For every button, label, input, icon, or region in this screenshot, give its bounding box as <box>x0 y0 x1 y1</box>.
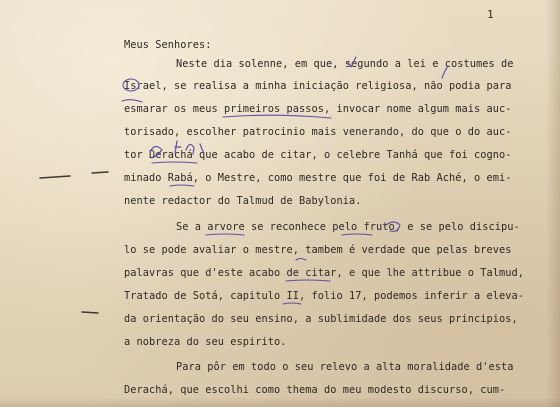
pencil-margin-dash-2 <box>92 172 108 173</box>
body-line-15: Derachá, que escolhi como thema do meu modesto discurso, cum- <box>124 384 506 396</box>
body-line-6: minado Rabá, o Mestre, como mestre que foi de Rab Aché, o emi- <box>124 172 512 184</box>
pencil-margin-dash-1 <box>40 176 70 178</box>
page-number: 1 <box>487 8 494 21</box>
body-line-8: Se a arvore se reconhece pelo fruto, e se pelo discipu- <box>176 221 520 233</box>
body-line-12: da orientação do seu ensino, a sublimidade dos seus principios, <box>124 313 518 325</box>
ink-underline-derache <box>152 162 197 163</box>
body-line-4: torisado, escolher patrocinio mais venerando, do que o do auc- <box>124 126 512 138</box>
body-line-3: esmarar os meus primeiros passos, invocar nome algum mais auc- <box>124 103 512 115</box>
ink-underline-fruto <box>342 234 372 235</box>
body-line-11: Tratado de Sotá, capitulo II, folio 17, podemos inferir a eleva- <box>124 290 524 302</box>
body-line-7: nente redactor do Talmud de Babylonia. <box>124 195 362 207</box>
body-line-9: lo se pode avaliar o mestre, tambem é verdade que pelas breves <box>124 244 512 256</box>
ink-underline-raba <box>170 185 194 186</box>
ink-mark-de <box>296 259 306 261</box>
ink-underline-ii <box>283 303 301 304</box>
body-line-2: Israel, se realisa a minha iniciação religiosa, não podia para <box>124 80 512 92</box>
pencil-margin-dash-3 <box>82 312 98 313</box>
body-line-13: a nobreza do seu espirito. <box>124 336 287 348</box>
ink-underline-primeiros-passos <box>223 115 331 118</box>
body-line-10: palavras que d'este acabo de citar, e que lhe attribue o Talmud, <box>124 267 524 279</box>
page-bottom-shadow <box>0 397 560 407</box>
ink-underline-citar <box>286 280 330 281</box>
page-edge-shadow <box>546 0 560 407</box>
ink-correction-esmarar <box>122 100 142 102</box>
ink-underline-arvore <box>206 234 244 235</box>
body-line-1: Neste dia solenne, em que, segundo a lei e costumes de <box>176 58 514 70</box>
body-line-14: Para pôr em todo o seu relevo a alta moralidade d'esta <box>176 361 514 373</box>
greeting: Meus Senhores: <box>124 39 212 51</box>
body-line-5: tor Derachá que acabo de citar, o celebre Tanhá que foi cogno- <box>124 149 512 161</box>
